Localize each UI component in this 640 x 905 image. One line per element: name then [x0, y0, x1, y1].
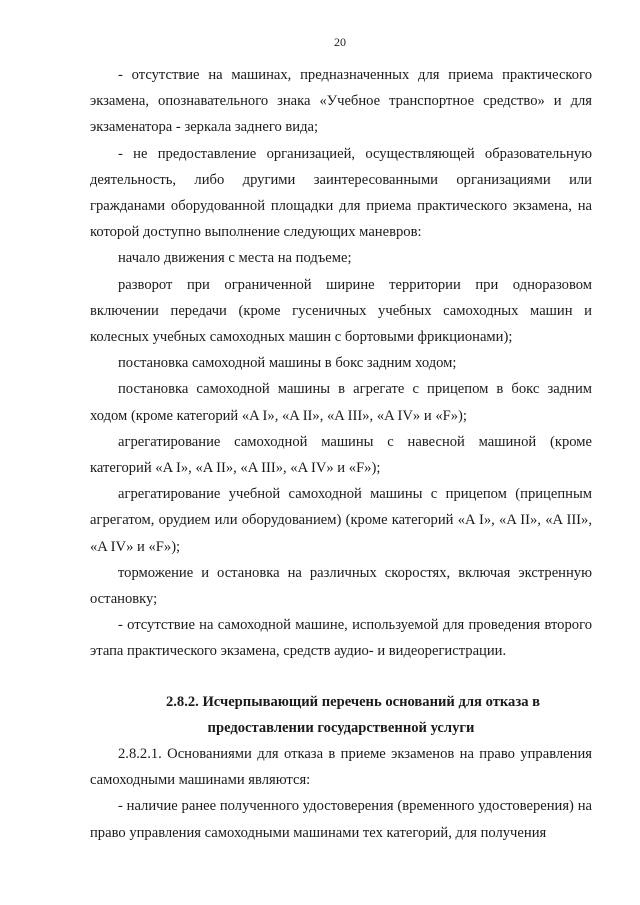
paragraph-no-sign: - отсутствие на машинах, предназначенных для приема практического экзамена, опознавательного знака «Учебное транспортное средство» и для экзаменатора - зеркала заднего вида;	[90, 67, 592, 136]
maneuver-item: агрегатирование учебной самоходной машины с прицепом (прицепным агрегатом, орудием или оборудованием) (кроме категорий «A I», «A II», «A III», «A IV» и «F»);	[90, 486, 592, 555]
maneuver-item: начало движения с места на подъеме;	[118, 250, 352, 267]
maneuver-item: агрегатирование самоходной машины с навесной машиной (кроме категорий «A I», «A II», «A III», «A IV» и «F»);	[90, 433, 592, 477]
maneuver-item: торможение и остановка на различных скоростях, включая экстренную остановку;	[90, 564, 592, 608]
maneuver-item: постановка самоходной машины в бокс задним ходом;	[118, 355, 457, 372]
paragraph-no-site: - не предоставление организацией, осуществляющей образовательную деятельность, либо другими заинтересованными организациями или гражданами оборудованной площадки для приема практического экзамена, на которой доступно выполнение следующих маневров:	[90, 145, 592, 241]
maneuver-item: постановка самоходной машины в агрегате с прицепом в бокс задним ходом (кроме категорий «A I», «A II», «A III», «A IV» и «F»);	[90, 381, 592, 424]
section-heading-line1: 2.8.2. Исчерпывающий перечень оснований для отказа в	[165, 693, 541, 710]
section-heading	[90, 689, 592, 741]
paragraph-refusal-grounds: 2.8.2.1. Основаниями для отказа в приеме экзаменов на право управления самоходными машинами являются:	[90, 746, 592, 789]
paragraph-no-recording: - отсутствие на самоходной машине, используемой для проведения второго этапа практического экзамена, средств аудио- и видеорегистрации.	[90, 617, 592, 660]
document-body	[90, 62, 592, 846]
maneuver-item: разворот при ограниченной ширине территории при одноразовом включении передачи (кроме гусеничных учебных самоходных машин и колесных учебных самоходных машин с бортовыми фрикционами);	[90, 276, 592, 346]
page-number: 20	[334, 35, 346, 49]
section-heading-line2: предоставлении государственной услуги	[207, 719, 475, 736]
section-spacer	[90, 665, 592, 689]
paragraph-existing-license: - наличие ранее полученного удостоверения (временного удостоверения) на право управления самоходными машинами тех категорий, для получения	[90, 798, 592, 841]
